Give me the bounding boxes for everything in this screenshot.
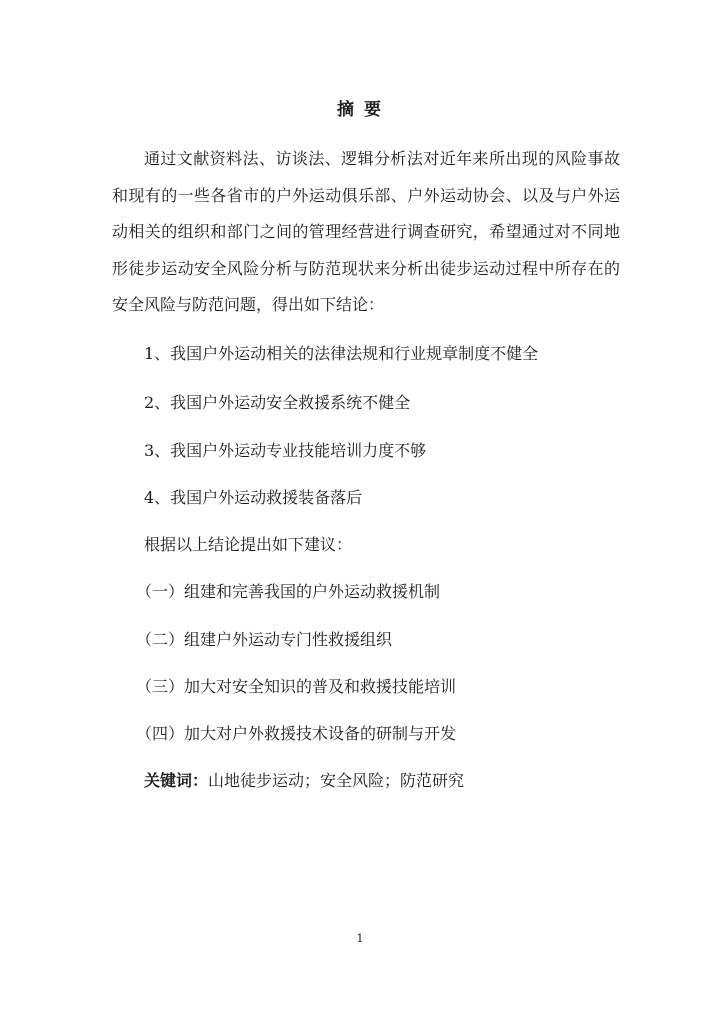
abstract-paragraph: 通过文献资料法、访谈法、逻辑分析法对近年来所出现的风险事故和现有的一些各省市的户外运动俱乐部、户外运动协会、以及与户外运动相关的组织和部门之间的管理经营进行调查研究，希望通过对不同地形徒步运动安全风险分析与防范现状来分析出徒步运动过程中所存在的安全风险与防范问题，得出如下结论：	[112, 149, 620, 314]
keywords-value: 山地徒步运动；安全风险；防范研究	[208, 771, 465, 790]
conclusion-item-4: 4、我国户外运动救援装备落后	[144, 488, 363, 507]
page-number: 1	[356, 932, 364, 945]
suggestion-item-4: （四）加大对户外救援技术设备的研制与开发	[136, 724, 457, 743]
suggestion-item-3: （三）加大对安全知识的普及和救援技能培训	[136, 677, 457, 696]
conclusion-item-1: 1、我国户外运动相关的法律法规和行业规章制度不健全	[144, 344, 539, 363]
suggestion-intro: 根据以上结论提出如下建议：	[144, 535, 353, 554]
keywords-line	[144, 768, 464, 791]
conclusion-item-2: 2、我国户外运动安全救援系统不健全	[144, 393, 411, 412]
page-title: 摘 要	[337, 100, 383, 120]
suggestion-item-1: （一）组建和完善我国的户外运动救援机制	[136, 582, 441, 601]
keywords-label: 关键词：	[144, 771, 209, 790]
conclusion-item-3: 3、我国户外运动专业技能培训力度不够	[144, 441, 427, 460]
suggestion-item-2: （二）组建户外运动专门性救援组织	[136, 630, 393, 649]
